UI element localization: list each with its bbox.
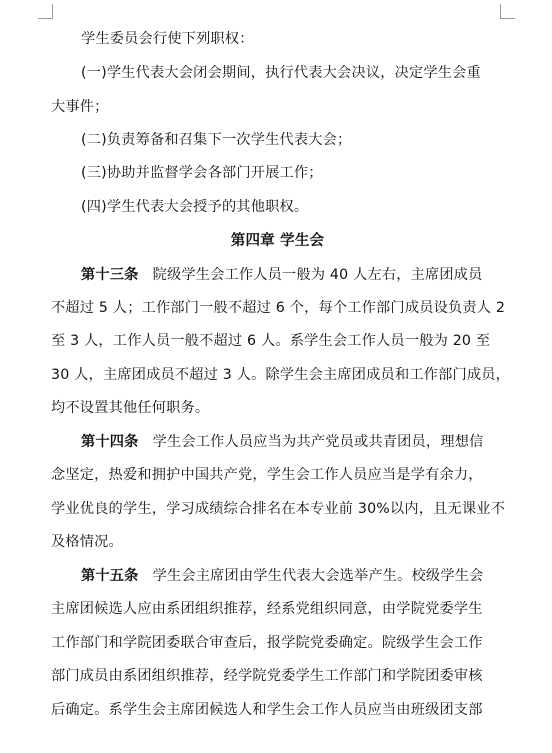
intro-paragraph: 学生委员会行使下列职权： — [81, 31, 254, 47]
article-13-line-2: 不超过 5 人；工作部门一般不超过 6 个，每个工作部门成员设负责人 2 — [51, 300, 506, 316]
article-14-line-4: 及格情况。 — [51, 534, 123, 550]
article-13-line-1 — [81, 264, 483, 286]
chapter-heading: 第四章 学生会 — [230, 233, 325, 249]
item-2: (二)负责筹备和召集下一次学生代表大会； — [81, 132, 352, 148]
article-14-text: 学生会工作人员应当为共产党员或共青团员，理想信 — [152, 434, 484, 450]
crop-mark-top-left — [38, 4, 53, 19]
item-3: (三)协助并监督学会各部门开展工作； — [81, 165, 323, 181]
article-15-line-5: 后确定。系学生会主席团候选人和学生会工作人员应当由班级团支部 — [51, 702, 483, 718]
item-4: (四)学生代表大会授予的其他职权。 — [81, 199, 309, 215]
article-15-line-4: 部门成员由系团组织推荐，经学院党委学生工作部门和学院团委审核 — [51, 668, 483, 684]
article-15-text: 学生会主席团由学生代表大会选举产生。校级学生会 — [152, 568, 484, 584]
article-15-line-1 — [81, 565, 483, 587]
item-1-line-2: 大事件； — [51, 99, 109, 115]
item-1-line-1: (一)学生代表大会闭会期间，执行代表大会决议，决定学生会重 — [81, 65, 481, 81]
article-13-text: 院级学生会工作人员一般为 40 人左右，主席团成员 — [152, 267, 483, 283]
article-13-title: 第十三条 — [81, 267, 139, 283]
article-15-title: 第十五条 — [81, 568, 139, 584]
article-13-line-4: 30 人，主席团成员不超过 3 人。除学生会主席团成员和工作部门成员， — [51, 367, 511, 383]
article-14-line-2: 念坚定，热爱和拥护中国共产党，学生会工作人员应当是学有余力， — [51, 467, 483, 483]
article-15-line-3: 工作部门和学院团委联合审查后，报学院党委确定。院级学生会工作 — [51, 635, 483, 651]
article-14-line-1 — [81, 431, 483, 453]
crop-mark-top-right — [500, 4, 515, 19]
article-14-line-3: 学业优良的学生，学习成绩综合排名在本专业前 30%以内，且无课业不 — [51, 501, 506, 517]
article-14-title: 第十四条 — [81, 434, 139, 450]
article-13-line-3: 至 3 人，工作人员一般不超过 6 人。系学生会工作人员一般为 20 至 — [51, 333, 491, 349]
article-13-line-5: 均不设置其他任何职务。 — [51, 400, 210, 416]
article-15-line-2: 主席团候选人应由系团组织推荐，经系党组织同意，由学院党委学生 — [51, 601, 483, 617]
